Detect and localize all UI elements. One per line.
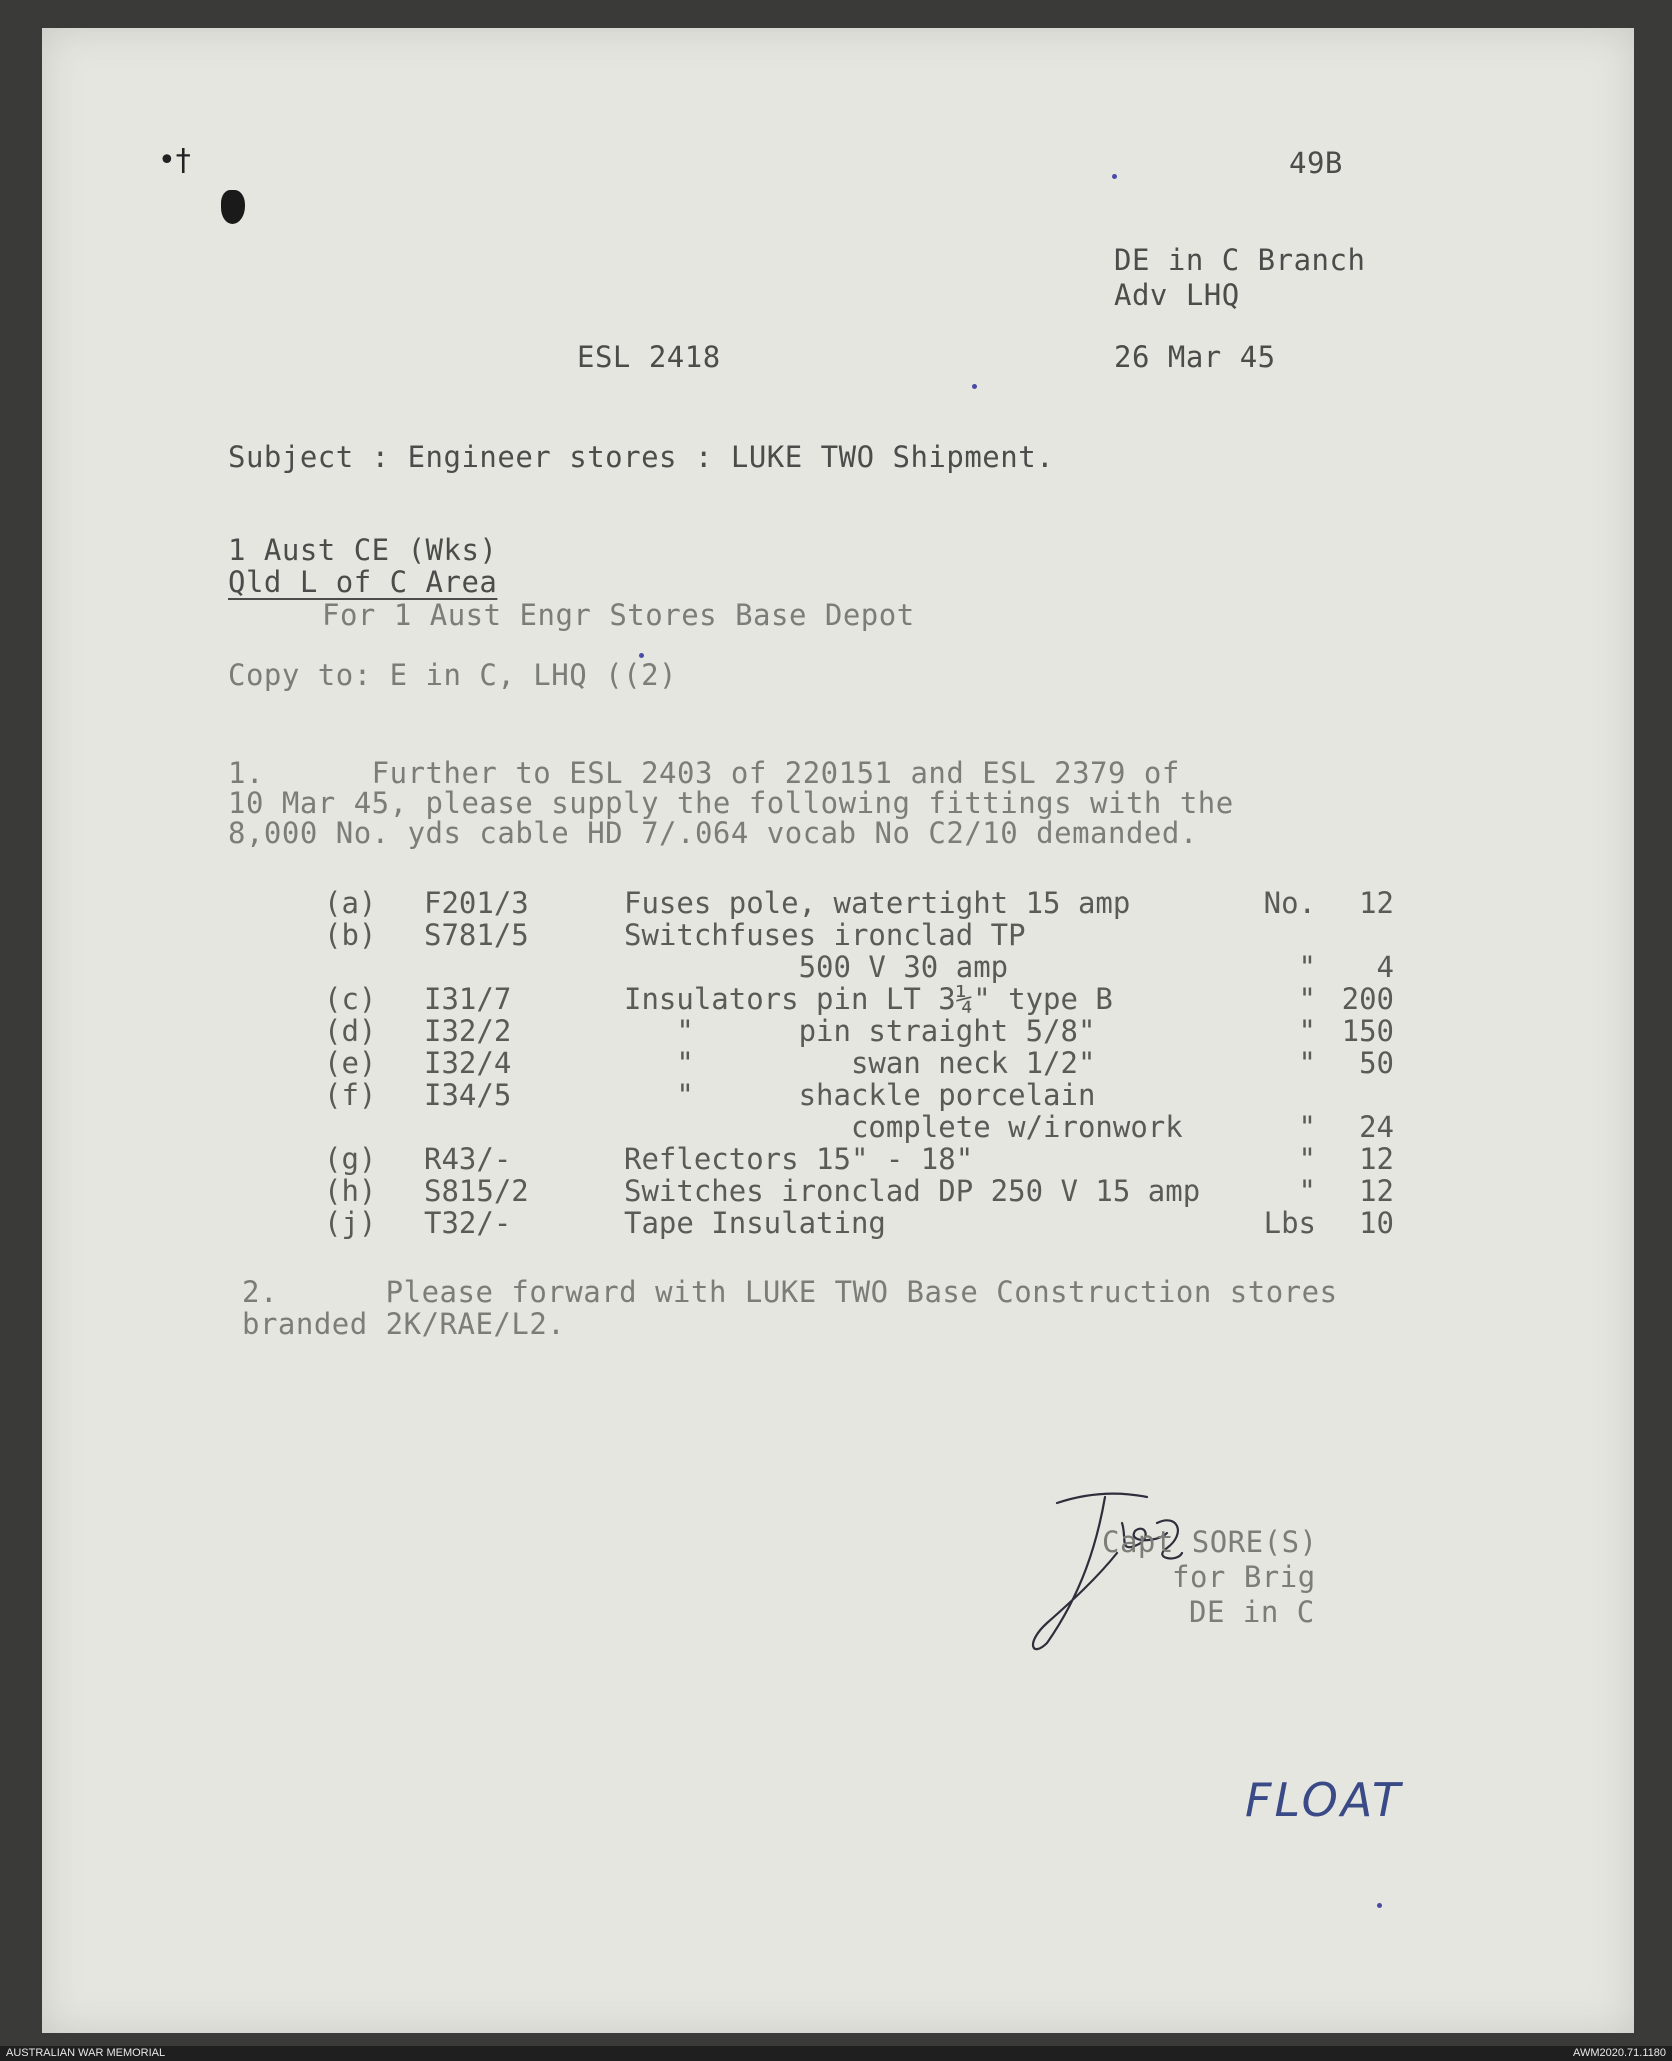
item-unit: " [1298,1174,1316,1208]
item-description: Reflectors 15" - 18" [624,1142,974,1176]
list-item [324,918,1394,950]
item-quantity: 4 [1376,950,1394,984]
item-label: (g) [324,1142,377,1176]
ink-dot [1112,174,1117,179]
copy-to-line: Copy to: E in C, LHQ ((2) [228,658,677,692]
item-code: S781/5 [424,918,529,952]
list-item [324,886,1394,918]
item-unit: " [1298,1014,1316,1048]
item-code: I34/5 [424,1078,512,1112]
list-item [324,1078,1394,1110]
item-quantity: 10 [1359,1206,1394,1240]
para1-line1: 1. Further to ESL 2403 of 220151 and ESL 2379 of [228,756,1180,790]
from-hq: Adv LHQ [1114,278,1240,312]
subject-line: Subject : Engineer stores : LUKE TWO Shipment. [228,440,1055,474]
item-description: " pin straight 5/8" [624,1014,1096,1048]
item-quantity: 50 [1359,1046,1394,1080]
addressee-line1: 1 Aust CE (Wks) [228,533,498,567]
ink-dot [1377,1903,1382,1908]
ink-dot [639,653,644,658]
ink-blot [221,190,245,224]
list-item [324,1174,1394,1206]
item-unit: " [1298,1142,1316,1176]
signatory-office: DE in C [1189,1595,1315,1629]
item-code: I32/2 [424,1014,512,1048]
item-unit: " [1298,950,1316,984]
item-description: Switchfuses ironclad TP [624,918,1026,952]
archive-name: AUSTRALIAN WAR MEMORIAL [6,2047,166,2059]
para1-line2: 10 Mar 45, please supply the following fittings with the [228,786,1234,820]
item-label: (j) [324,1206,377,1240]
item-description: Insulators pin LT 3¼" type B [624,982,1113,1016]
item-code: R43/- [424,1142,512,1176]
archive-reference: AWM2020.71.1180 [1573,2047,1666,2059]
item-label: (a) [324,886,377,920]
list-item [324,1014,1394,1046]
item-unit: Lbs [1263,1206,1316,1240]
item-label: (h) [324,1174,377,1208]
item-unit: " [1298,1110,1316,1144]
addressee-line3: For 1 Aust Engr Stores Base Depot [322,598,915,632]
item-unit: No. [1263,886,1316,920]
list-item [324,950,1394,982]
item-description: complete w/ironwork [624,1110,1183,1144]
item-description: Fuses pole, watertight 15 amp [624,886,1131,920]
addressee-line2: Qld L of C Area [228,565,498,599]
item-unit: " [1298,1046,1316,1080]
list-item [324,1110,1394,1142]
item-code: I32/4 [424,1046,512,1080]
archive-footer [0,2046,1672,2061]
para1-line3: 8,000 No. yds cable HD 7/.064 vocab No C2/10 demanded. [228,816,1198,850]
reference-number: ESL 2418 [577,340,721,374]
item-quantity: 150 [1341,1014,1394,1048]
item-description: Switches ironclad DP 250 V 15 amp [624,1174,1201,1208]
item-code: T32/- [424,1206,512,1240]
item-label: (e) [324,1046,377,1080]
item-description: 500 V 30 amp [624,950,1009,984]
item-code: I31/7 [424,982,512,1016]
item-label: (c) [324,982,377,1016]
item-description: " swan neck 1/2" [624,1046,1096,1080]
item-label: (d) [324,1014,377,1048]
list-item [324,982,1394,1014]
item-quantity: 12 [1359,1174,1394,1208]
para2-line1: 2. Please forward with LUKE TWO Base Construction stores [242,1275,1338,1309]
item-quantity: 24 [1359,1110,1394,1144]
item-quantity: 12 [1359,886,1394,920]
item-description: Tape Insulating [624,1206,886,1240]
document-date: 26 Mar 45 [1114,340,1276,374]
from-branch: DE in C Branch [1114,243,1366,277]
item-quantity: 200 [1341,982,1394,1016]
item-unit: " [1298,982,1316,1016]
para2-line2: branded 2K/RAE/L2. [242,1307,566,1341]
ink-dot [972,384,977,389]
item-description: " shackle porcelain [624,1078,1096,1112]
item-label: (f) [324,1078,377,1112]
item-code: F201/3 [424,886,529,920]
document-page [42,28,1634,2033]
list-item [324,1142,1394,1174]
list-item [324,1046,1394,1078]
pencil-marks: •† [158,143,191,178]
item-label: (b) [324,918,377,952]
page-number: 49B [1289,146,1343,180]
signatory-name: Capt SORE(S) [1102,1525,1318,1559]
signatory-role: for Brig [1172,1560,1316,1594]
item-quantity: 12 [1359,1142,1394,1176]
list-item [324,1206,1394,1238]
handwritten-note: FLOAT [1245,1773,1404,1827]
item-code: S815/2 [424,1174,529,1208]
